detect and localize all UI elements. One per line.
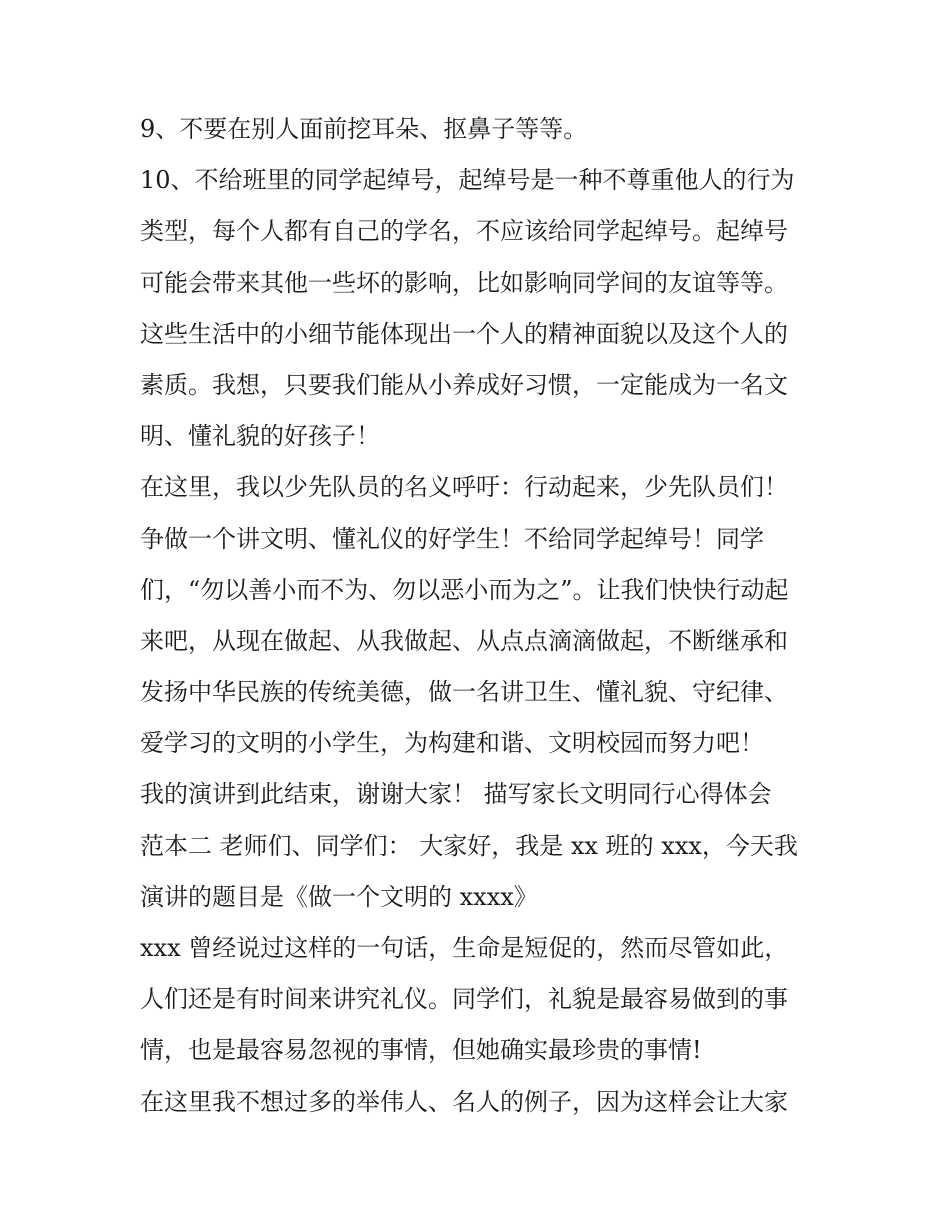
text-line: 来吧，从现在做起、从我做起、从点点滴滴做起，不断继承和 bbox=[140, 626, 788, 655]
text-line: xxx 曾经说过这样的一句话，生命是短促的，然而尽管如此， bbox=[140, 934, 789, 962]
document-body bbox=[140, 104, 830, 1128]
text-line: 类型，每个人都有自己的学名，不应该给同学起绰号。起绰号 bbox=[140, 217, 788, 246]
text-line: 素质。我想，只要我们能从小养成好习惯，一定能成为一名文 bbox=[140, 370, 788, 399]
text-line: 9、不要在别人面前挖耳朵、抠鼻子等等。 bbox=[140, 115, 588, 143]
text-line: 明、懂礼貌的好孩子！ bbox=[140, 422, 380, 451]
text-line: 们，“勿以善小而不为、勿以恶小而为之”。让我们快快行动起 bbox=[140, 575, 789, 604]
text-line: 爱学习的文明的小学生，为构建和谐、文明校园而努力吧！ bbox=[140, 729, 764, 758]
text-line: 演讲的题目是《做一个文明的 xxxx》 bbox=[140, 882, 538, 911]
text-line: 范本二 老师们、同学们： 大家好，我是 xx 班的 xxx，今天我 bbox=[140, 831, 798, 860]
text-line: 争做一个讲文明、懂礼仪的好学生！不给同学起绰号！同学 bbox=[140, 524, 764, 553]
text-line: 可能会带来其他一些坏的影响，比如影响同学间的友谊等等。 bbox=[140, 268, 788, 297]
text-line: 我的演讲到此结束，谢谢大家！ 描写家长文明同行心得体会 bbox=[140, 780, 772, 809]
text-line: 在这里，我以少先队员的名义呼吁：行动起来，少先队员们！ bbox=[140, 473, 788, 502]
text-line: 10、不给班里的同学起绰号，起绰号是一种不尊重他人的行为 bbox=[140, 166, 795, 195]
text-line: 人们还是有时间来讲究礼仪。同学们，礼貌是最容易做到的事 bbox=[140, 985, 788, 1014]
text-line: 情，也是最容易忽视的事情，但她确实最珍贵的事情! bbox=[140, 1036, 702, 1065]
text-line: 发扬中华民族的传统美德，做一名讲卫生、懂礼貌、守纪律、 bbox=[140, 678, 788, 707]
text-line: 在这里我不想过多的举伟人、名人的例子，因为这样会让大家 bbox=[140, 1087, 788, 1116]
text-line: 这些生活中的小细节能体现出一个人的精神面貌以及这个人的 bbox=[140, 319, 788, 348]
